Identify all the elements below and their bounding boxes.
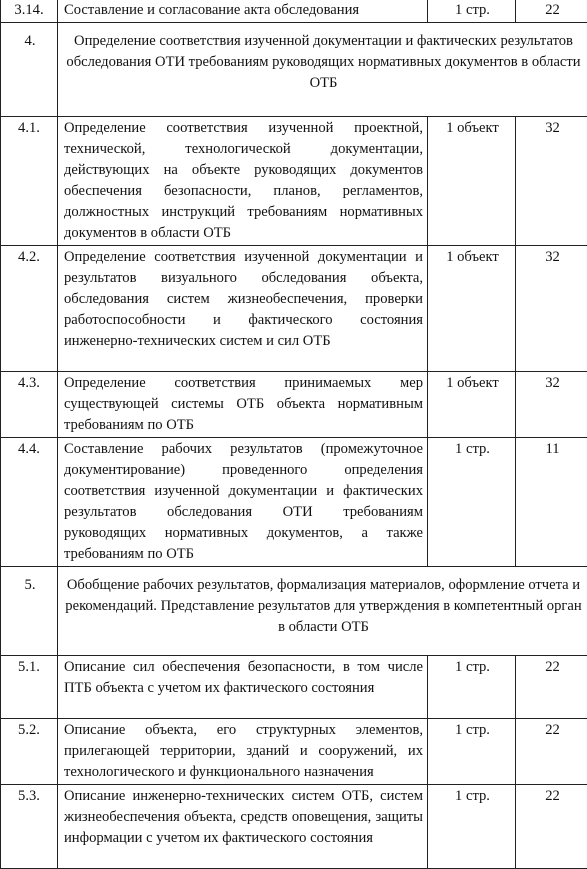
row-quantity: 22 [516, 0, 587, 23]
row-number: 3.14. [1, 0, 58, 23]
table-row [1, 719, 587, 785]
row-quantity: 22 [516, 656, 587, 719]
section-number: 4. [1, 23, 58, 117]
table-row [1, 372, 587, 438]
section-title: Обобщение рабочих результатов, формализация материалов, оформление отчета и рекомендаций. Представление результатов для утверждения в компетентный орган в области ОТБ [58, 567, 587, 656]
row-quantity: 32 [516, 246, 587, 372]
row-number: 4.3. [1, 372, 58, 438]
row-quantity: 22 [516, 785, 587, 869]
table-row [1, 246, 587, 372]
table-row [1, 0, 587, 23]
row-number: 4.1. [1, 117, 58, 246]
row-description: Определение соответствия изученной проектной, технической, технологической документации, действующих на объекте руководящих документов обеспечения безопасности, планов, регламентов, должностных инструкций требованиям нормативных документов в области ОТБ [58, 117, 428, 246]
section-title: Определение соответствия изученной документации и фактических результатов обследования ОТИ требованиям руководящих нормативных документов в области ОТБ [58, 23, 587, 117]
row-unit: 1 стр. [428, 656, 516, 719]
section-row [1, 567, 587, 656]
row-unit: 1 стр. [428, 785, 516, 869]
section-row [1, 23, 587, 117]
row-quantity: 32 [516, 372, 587, 438]
row-description: Описание объекта, его структурных элементов, прилегающей территории, зданий и сооружений, их технологического и функционального назначения [58, 719, 428, 785]
row-description: Описание инженерно-технических систем ОТБ, систем жизнеобеспечения объекта, средств оповещения, защиты информации с учетом их фактического состояния [58, 785, 428, 869]
row-description: Определение соответствия изученной документации и результатов визуального обследования объекта, обследования систем жизнеобеспечения, проверки работоспособности и фактического состояния инженерно-технических систем и сил ОТБ [58, 246, 428, 372]
row-description: Определение соответствия принимаемых мер существующей системы ОТБ объекта нормативным требованиям по ОТБ [58, 372, 428, 438]
table-row [1, 438, 587, 567]
table-row [1, 785, 587, 869]
row-unit: 1 объект [428, 246, 516, 372]
row-quantity: 32 [516, 117, 587, 246]
row-unit: 1 объект [428, 117, 516, 246]
row-number: 4.2. [1, 246, 58, 372]
table-row [1, 656, 587, 719]
table-row [1, 117, 587, 246]
row-number: 5.3. [1, 785, 58, 869]
row-number: 5.1. [1, 656, 58, 719]
row-quantity: 11 [516, 438, 587, 567]
section-number: 5. [1, 567, 58, 656]
row-description: Описание сил обеспечения безопасности, в том числе ПТБ объекта с учетом их фактического состояния [58, 656, 428, 719]
row-unit: 1 стр. [428, 438, 516, 567]
row-unit: 1 стр. [428, 719, 516, 785]
row-description: Составление рабочих результатов (промежуточное документирование) проведенного определения соответствия изученной документации и фактических результатов обследования ОТИ требованиям руководящих нормативных документов, а также требованиям по ОТБ [58, 438, 428, 567]
row-number: 5.2. [1, 719, 58, 785]
row-quantity: 22 [516, 719, 587, 785]
row-description: Составление и согласование акта обследования [58, 0, 428, 23]
row-unit: 1 объект [428, 372, 516, 438]
row-number: 4.4. [1, 438, 58, 567]
row-unit: 1 стр. [428, 0, 516, 23]
